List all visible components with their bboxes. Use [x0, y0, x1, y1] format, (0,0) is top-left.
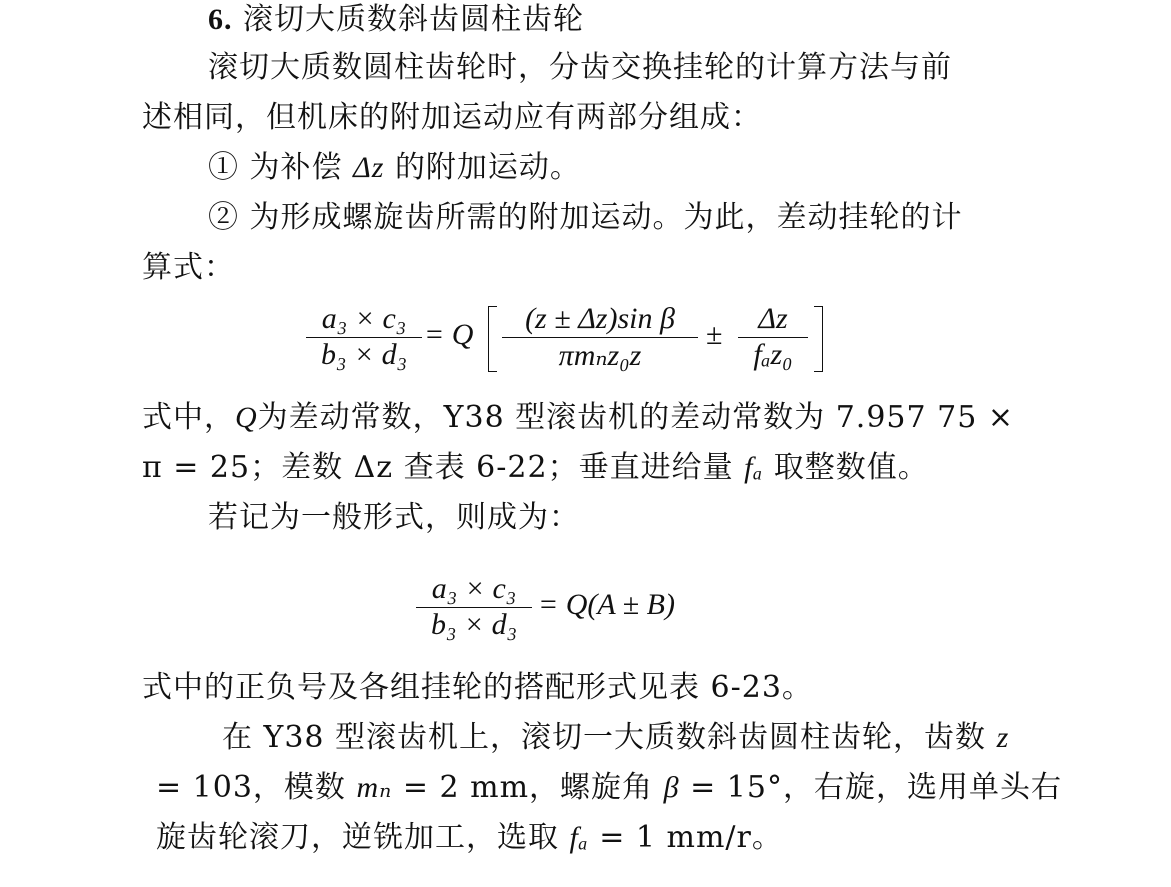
text-run: = 1 mm/r。	[599, 820, 783, 855]
plus-minus: ±	[706, 318, 723, 351]
text-run: 为差动常数，Y38 型滚齿机的差动常数为 7.957 75 ×	[257, 400, 1014, 435]
text-run: π = 25；差数 Δz 查表 6-22；垂直进给量	[142, 450, 734, 485]
item-marker: ②	[208, 200, 239, 235]
left-bracket	[488, 306, 497, 372]
section-title: 滚切大质数斜齿圆柱齿轮	[243, 2, 585, 37]
rhs2-denominator: fₐz₀	[753, 338, 793, 371]
lhs-denominator: b₃ × d₃	[320, 338, 408, 371]
lhs-denominator: b₃ × d₃	[430, 608, 518, 641]
paragraph-line: 若记为一般形式，则成为：	[208, 500, 580, 535]
item-text: 为补偿	[249, 150, 343, 185]
item-text: 的附加运动。	[394, 150, 581, 185]
example-line	[156, 818, 783, 858]
text-run: = 15°，右旋，选用单头右	[690, 770, 1062, 805]
section-heading	[208, 0, 584, 40]
right-bracket	[814, 306, 823, 372]
paragraph-line: 滚切大质数圆柱齿轮时，分齿交换挂轮的计算方法与前	[208, 50, 952, 85]
text-run: 旋齿轮滚刀，逆铣加工，选取	[156, 820, 559, 855]
rhs2-numerator: Δz	[758, 302, 788, 335]
formula-differential	[300, 298, 840, 378]
item-text: 为形成螺旋齿所需的附加运动。为此，差动挂轮的计	[249, 200, 963, 235]
paragraph-line	[142, 398, 1014, 438]
list-item-1	[208, 148, 581, 188]
paragraph-line: 述相同，但机床的附加运动应有两部分组成：	[142, 100, 762, 135]
general-rhs: = Q(A ± B)	[538, 588, 675, 621]
rhs1-numerator: (z ± Δz)sin β	[525, 302, 675, 335]
text-run: = 2 mm，螺旋角	[402, 770, 654, 805]
paragraph-line	[142, 448, 929, 488]
fraction-lhs	[306, 298, 422, 378]
z-symbol: z	[996, 721, 1010, 754]
q-symbol: Q	[235, 401, 258, 434]
formula-general	[414, 568, 734, 648]
paragraph-line: 算式：	[142, 250, 235, 285]
fraction-rhs2	[738, 298, 808, 378]
text-run: 在 Y38 型滚齿机上，滚切一大质数斜齿圆柱齿轮，齿数	[222, 720, 987, 755]
equals-q: = Q	[424, 318, 474, 351]
text-run: 式中，	[142, 400, 235, 435]
item-marker: ①	[208, 150, 239, 185]
fa-symbol: fₐ	[744, 451, 764, 484]
beta-symbol: β	[663, 771, 680, 804]
rhs1-denominator: πmₙz₀z	[558, 339, 642, 372]
fraction-rhs1	[502, 298, 698, 378]
lhs-numerator: a₃ × c₃	[321, 302, 407, 335]
text-run: 取整数值。	[773, 450, 929, 485]
lhs-numerator: a₃ × c₃	[431, 572, 517, 605]
section-number: 6.	[208, 3, 233, 36]
text-run: = 103，模数	[156, 770, 346, 805]
example-line	[222, 718, 1009, 758]
list-item-2	[208, 198, 963, 238]
fraction-lhs	[416, 568, 532, 648]
fa-symbol: fₐ	[569, 821, 589, 854]
example-line	[156, 768, 1062, 808]
mn-symbol: mₙ	[356, 771, 393, 804]
delta-z-symbol: Δz	[353, 151, 385, 184]
paragraph-line: 式中的正负号及各组挂轮的搭配形式见表 6-23。	[142, 670, 813, 705]
